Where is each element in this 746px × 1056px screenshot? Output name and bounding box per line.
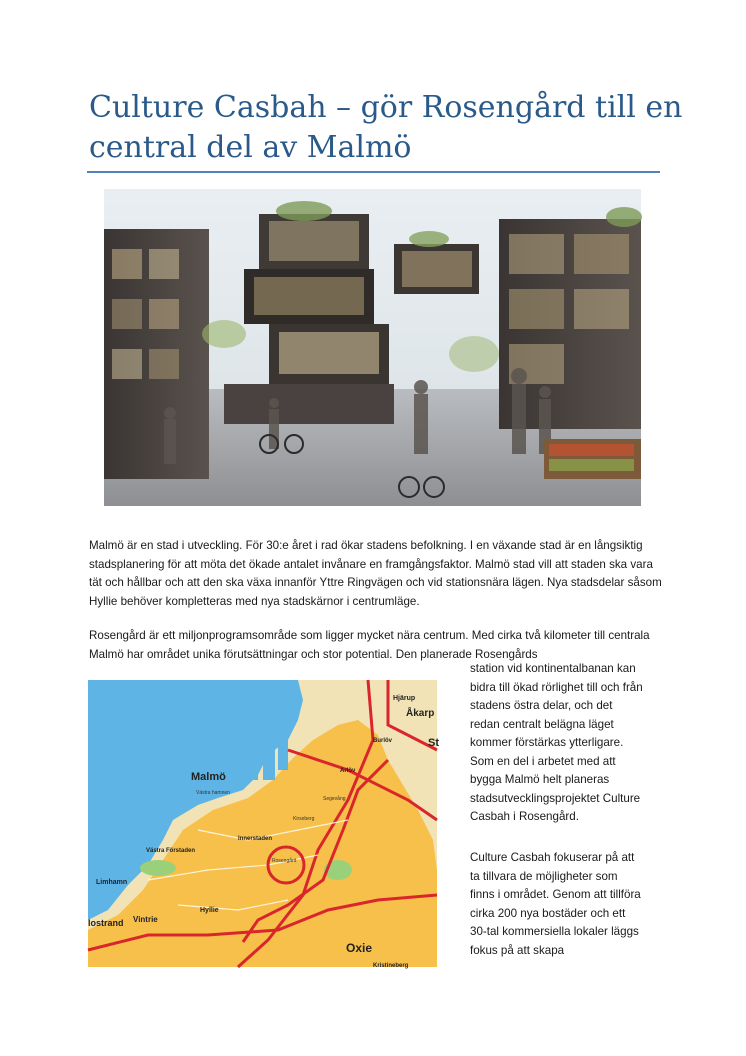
map-label-st: St bbox=[428, 737, 439, 749]
map-label-malmo: Malmö bbox=[191, 771, 226, 783]
title-line-1: Culture Casbah – gör Rosengård till en bbox=[89, 90, 683, 125]
hero-image bbox=[104, 189, 641, 506]
map-label-hyllie: Hyllie bbox=[200, 907, 219, 914]
map-label-rosengard: Rosengård bbox=[272, 858, 297, 864]
map-label-oxie: Oxie bbox=[346, 941, 373, 955]
map-label-innerstaden: Innerstaden bbox=[238, 836, 273, 842]
map-label-vastra-forstaden: Västra Förstaden bbox=[146, 848, 196, 854]
malmo-map bbox=[88, 680, 437, 967]
map-label-burlov: Burlöv bbox=[373, 738, 393, 744]
map-label-akarp: Åkarp bbox=[406, 708, 435, 719]
map-label-limhamn: Limhamn bbox=[96, 879, 128, 886]
paragraph-rosengard: Rosengård är ett miljonprogramsområde som ligger mycket nära centrum. Med cirka två kilometer till centrala Malmö har området unika förutsättningar och stor potential. Den planerade Rosengårds bbox=[89, 629, 650, 661]
paragraph-culture-casbah: Culture Casbah fokuserar på att ta tillvara de möjligheter som finns i området. Genom att tillföra cirka 200 nya bostäder och ett 30-tal kommersiella lokaler läggs fokus på att skapa bbox=[470, 851, 641, 957]
map-label-kristineberg: Kristineberg bbox=[373, 963, 409, 969]
title-line-2: central del av Malmö bbox=[89, 130, 412, 165]
map-label-kirseberg: Kirseberg bbox=[293, 816, 315, 822]
document-title bbox=[89, 88, 689, 168]
map-label-lostrand: lostrand bbox=[88, 918, 124, 928]
map-label-vastra-hamnen: Västra hamnen bbox=[196, 790, 230, 796]
paragraph-intro: Malmö är en stad i utveckling. För 30:e året i rad ökar stadens befolkning. I en växande stad är en långsiktig stadsplanering för att möta det ökade antalet invånare en framgångsfaktor. Malmö stad vill att staden ska vara tät och hållbar och att den ska växa innanför Yttre Ringvägen och vid stationsnära lägen. Nya stadsdelar såsom Hyllie behöver kompletteras med nya stadskärnor i centrumläge. bbox=[89, 539, 662, 608]
map-label-segevang: Segevång bbox=[323, 796, 346, 802]
hero-illustration bbox=[104, 189, 641, 506]
title-underline bbox=[87, 171, 660, 173]
map-illustration bbox=[88, 680, 437, 967]
map-label-arlov: Arlöv bbox=[340, 768, 356, 774]
map-label-vintrie: Vintrie bbox=[133, 915, 158, 924]
paragraph-station: station vid kontinentalbanan kan bidra till ökad rörlighet till och från stadens östra delar, och det redan centralt belägna läget kommer förstärkas ytterligare. Som en del i arbetet med att bygga Malmö helt planeras stadsutvecklingsprojektet Culture Casbah i Rosengård. bbox=[470, 662, 643, 823]
map-label-hjarup: Hjärup bbox=[393, 695, 416, 702]
